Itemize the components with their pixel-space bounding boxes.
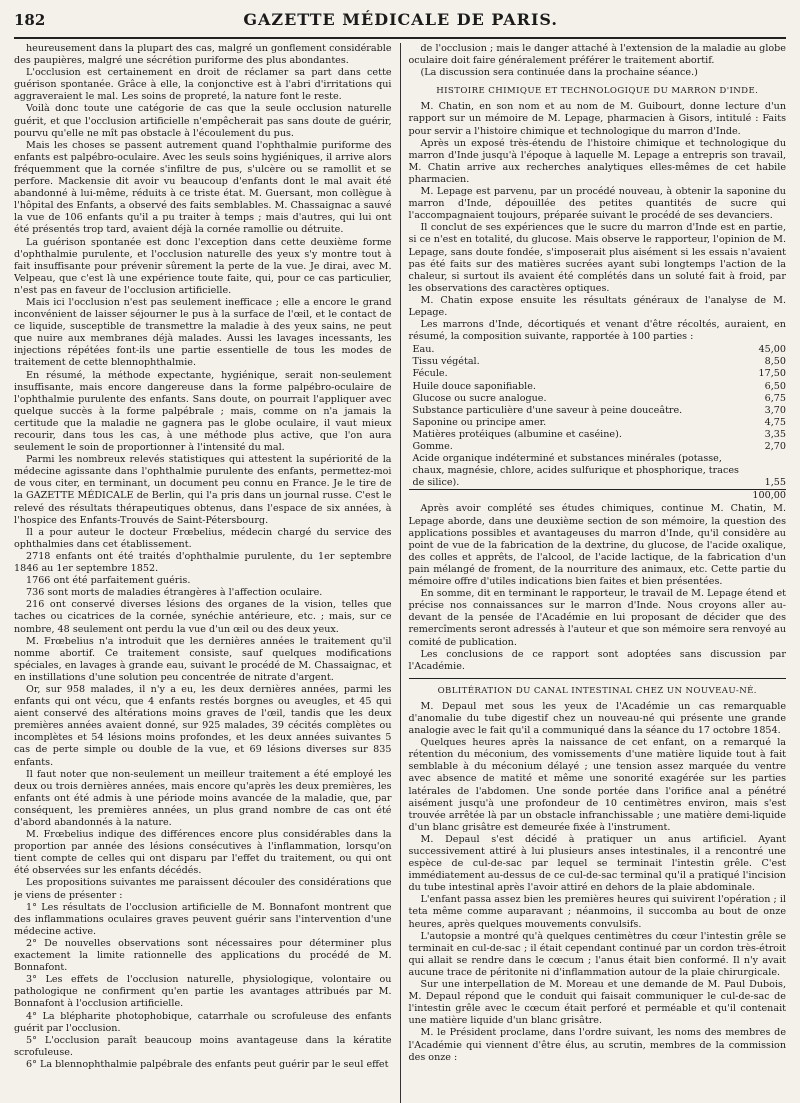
paragraph: Or, sur 958 malades, il n'y a eu, les deux dernières années, parmi les enfants qui ont vécu, que 4 enfants restés borgnes ou aveugles, et 45 qui aient conservé des altérations moins graves de l'œil, tandis que les deux premières années avaient donné, sur 925 malades, 39 cécités complètes ou incomplètes et 54 lésions moins profondes, et les deux années suivantes 5 cas de perte simple ou double de la vue, et 69 lésions diverses sur 835 enfants. (14, 683, 392, 768)
paragraph: Sur une interpellation de M. Moreau et une demande de M. Paul Dubois, M. Depaul répond que le conduit qui faisait communiquer le cul-de-sac de l'intestin grêle avec le cœcum était perforé et perméable et qu'il contenait une matière liquide d'un blanc grisâtre. (408, 979, 786, 1027)
paragraph: La guérison spontanée est donc l'exception dans cette deuxième forme d'ophthalmie purulente, et l'occlusion naturelle des yeux s'y montre tout à fait insuffisante pour prévenir sûrement la perte de la vue. Je dirai, avec M. Velpeau, que c'est là une expérience toute faite, qui, pour ce cas particulier, n'est pas en faveur de l'occlusion artificielle. (14, 236, 392, 296)
paragraph: 5° L'occlusion paraît beaucoup moins avantageuse dans la kératite scrofuleuse. (14, 1034, 392, 1058)
paragraph: 1° Les résultats de l'occlusion artificielle de M. Bonnafont montrent que des inflammations oculaires graves peuvent guérir sans l'intervention d'une médecine active. (14, 901, 392, 937)
composition-row (409, 344, 787, 356)
component-name: Substance particulière d'une saveur à peine douceâtre. (412, 404, 683, 416)
paragraph: En résumé, la méthode expectante, hygiénique, serait non-seulement insuffisante, mais encore dangereuse dans la forme palpébro-oculaire de l'ophthalmie purulente des enfants. Sans doute, on pourrait l'appliquer avec quelque succès à la forme palpébrale ; mais, comme on n'a jamais la certitude que la maladie ne gagnera pas le globe oculaire, il vaut mieux recourir, dans tous les cas, à une méthode plus active, que l'on aura seulement le soin de proportionner à l'intensité du mal. (14, 369, 392, 454)
paragraph: Voilà donc toute une catégorie de cas que la seule occlusion naturelle guérit, et que l'occlusion artificielle n'empêcherait pas sans doute de guérir, pourvu qu'elle ne mît pas obstacle à l'écoulement du pus. (14, 103, 392, 139)
paragraph: M. Frœbelius n'a introduit que les dernières années le traitement qu'il nomme abortif. Ce traitement consiste, sauf quelques modifications spéciales, en lavages à grande eau, suivant le procédé de M. Chassaignac, et en instillations d'une solution peu concentrée de nitrate d'argent. (14, 635, 392, 683)
left-column (14, 43, 400, 1103)
paragraph: L'enfant passa assez bien les premières heures qui suivirent l'opération ; il teta même comme auparavant ; néanmoins, il succomba au bout de onze heures, après quelques mouvements convulsifs. (408, 894, 786, 930)
paragraph: M. le Président proclame, dans l'ordre suivant, les noms des membres de l'Académie qui viennent d'être élus, au scrutin, membres de la commission des onze : (408, 1027, 786, 1063)
paragraph: En somme, dit en terminant le rapporteur, le travail de M. Lepage étend et précise nos connaissances sur le marron d'Inde. Nous croyons aller au-devant de la pensée de l'Académie en lui proposant de décider que des remercîments seront adressés à l'auteur et que son mémoire sera renvoyé au comité de publication. (408, 588, 786, 648)
paragraph: Quelques heures après la naissance de cet enfant, on a remarqué la rétention du méconium, des vomissements d'une matière liquide tout à fait semblable à du méconium délayé ; une tension assez marquée du ventre avec absence de matité et même une sonorité exagérée sur les parties latérales de l'abdomen. Une sonde portée dans l'orifice anal a pénétré aisément jusqu'à une profondeur de 10 centimètres environ, mais s'est trouvée arrêtée là par un obstacle infranchissable ; une matière demi-liquide d'un blanc grisâtre est demeurée fixée à l'instrument. (408, 737, 786, 833)
paragraph: 6° La blennophthalmie palpébrale des enfants peut guérir par le seul effet (26, 1058, 389, 1070)
paragraph: de l'occlusion ; mais le danger attaché à l'extension de la maladie au globe oculaire doit faire généralement préférer le traitement abortif. (408, 43, 786, 67)
paragraph: M. Depaul s'est décidé à pratiquer un anus artificiel. Ayant successivement attiré à lui plusieurs anses intestinales, il a rencontré une espèce de cul-de-sac par lequel se terminait l'intestin grêle. C'est immédiatement au-dessus de ce cul-de-sac terminal qu'il a pratiqué l'incision du tube intestinal après l'avoir attiré en dehors de la plaie abdominale. (408, 833, 786, 894)
section-heading: OBLITÉRATION DU CANAL INTESTINAL CHEZ UN NOUVEAU-NÉ. (437, 685, 757, 696)
composition-row (409, 368, 787, 380)
composition-row (409, 393, 787, 405)
paragraph: Les conclusions de ce rapport sont adoptées sans discussion par l'Académie. (408, 648, 786, 672)
paragraph: 2718 enfants ont été traités d'ophthalmie purulente, du 1er septembre 1846 au 1er septembre 1852. (14, 550, 392, 575)
paragraph: M. Depaul met sous les yeux de l'Académie un cas remarquable d'anomalie du tube digestif chez un nouveau-né qui présente une grande analogie avec le fait qu'il a communiqué dans la séance du 17 octobre 1854. (408, 700, 786, 737)
component-value: 17,50 (758, 368, 786, 380)
paragraph: Parmi les nombreux relevés statistiques qui attestent la supériorité de la médecine agissante dans l'ophthalmie purulente des enfants, permettez-moi de vous citer, en terminant, un document peu connu en France. Je le tire de la GAZETTE MÉDICALE de Berlin, qui l'a pris dans un journal russe. C'est le relevé des résultats thérapeutiques obtenus, dans l'espace de six années, à l'hospice des Enfants-Trouvés de Saint-Pétersbourg. (14, 454, 392, 526)
component-value: 2,70 (764, 441, 786, 452)
total-spacer (409, 490, 747, 503)
paragraph: (La discussion sera continuée dans la prochaine séance.) (420, 67, 698, 79)
section-divider (409, 678, 787, 679)
composition-row (409, 453, 787, 490)
component-name: Tissu végétal. (412, 356, 480, 368)
paragraph: Après un exposé très-étendu de l'histoire chimique et technologique du marron d'Inde jusqu'à l'époque à laquelle M. Lepage a entrepris son travail, M. Chatin arrive aux recherches analytiques elles-mêmes de cet habile pharmacien. (408, 137, 786, 185)
paragraph: Mais ici l'occlusion n'est pas seulement inefficace ; elle a encore le grand inconvénient de laisser séjourner le pus à la surface de l'œil, et le contact de ce liquide, susceptible de transmettre la maladie à des yeux sains, ne peut que nuire aux membranes déjà malades. Aussi les lavages incessants, les injections répétées font-ils une partie essentielle de tous les modes de traitement de cette blennophthalmie. (14, 296, 392, 369)
component-value: 4,75 (764, 416, 786, 428)
component-value: 3,70 (764, 404, 786, 416)
paragraph: Les propositions suivantes me paraissent découler des considérations que je viens de présenter : (14, 877, 392, 901)
composition-row (409, 405, 787, 417)
paragraph: 1766 ont été parfaitement guéris. (26, 575, 191, 587)
composition-row (409, 429, 787, 441)
right-column (400, 43, 787, 1103)
component-value: 6,50 (764, 380, 786, 392)
composition-row (409, 356, 787, 368)
paragraph: M. Frœbelius indique des différences encore plus considérables dans la proportion par année des lésions consécutives à l'inflammation, lorsqu'on tient compte de celles qui ont disparu par l'effet du traitement, ou qui ont été observées sur les enfants décédés. (14, 829, 392, 877)
paragraph: Après avoir complété ses études chimiques, continue M. Chatin, M. Lepage aborde, dans une deuxième section de son mémoire, la question des applications possibles et avantageuses du marron d'Inde, qu'il considère au point de vue de la fabrication de la dextrine, du glucose, de l'acide oxalique, des colles et apprêts, de l'alcool, de l'acide lactique, de la fabrication d'un pain mélangé de froment, de la nourriture des animaux, etc. Cette partie du mémoire offre d'utiles indications bien faites et bien présentées. (408, 503, 786, 588)
paragraph: L'autopsie a montré qu'à quelques centimètres du cœur l'intestin grêle se terminait en cul-de-sac ; il était cependant continué par un cordon très-étroit qui allait se rendre dans le cœcum ; l'anus était bien conformé. Il n'y avait aucune trace de péritonite ni d'inflammation autour de la plaie chirurgicale. (408, 930, 786, 978)
page-number: 182 (14, 11, 46, 29)
paragraph: heureusement dans la plupart des cas, malgré un gonflement considérable des paupières, malgré une sécrétion puriforme des plus abondantes. (14, 43, 392, 67)
composition-row (409, 441, 787, 453)
composition-table (409, 344, 787, 502)
component-name: Eau. (412, 344, 435, 356)
paragraph: M. Chatin, en son nom et au nom de M. Guibourt, donne lecture d'un rapport sur un mémoire de M. Lepage, pharmacien à Gisors, intitulé : Faits pour servir a l'histoire chimique et technologique du marron d'Inde. (408, 101, 786, 137)
article-columns (14, 43, 786, 1103)
component-value: 6,75 (764, 392, 786, 404)
paragraph: M. Chatin expose ensuite les résultats généraux de l'analyse de M. Lepage. (408, 294, 786, 318)
paragraph: Mais les choses se passent autrement quand l'ophthalmie puriforme des enfants est palpébro-oculaire. Avec les seuls soins hygiéniques, il arrive alors fréquemment que la cornée s'infiltre de pus, s'ulcère ou se ramollit et se perfore. Mackensie dit avoir vu beaucoup d'enfants dont le mal avait été abandonné à lui-même, réduits à ce triste état. M. Guersant, mon collègue à l'hôpital des Enfants, a observé des faits semblables. M. Chassaignac a sauvé la vue de 106 enfants qu'il a pu traiter à temps ; mais d'autres, qui lui ont été présentés trop tard, avaient déjà la cornée ramollie ou détruite. (14, 139, 392, 236)
journal-title: GAZETTE MÉDICALE DE PARIS. (243, 10, 558, 29)
composition-row (409, 381, 787, 393)
composition-total-row (409, 490, 787, 503)
paragraph: Il conclut de ses expériences que le sucre du marron d'Inde est en partie, si ce n'est en totalité, du glucose. Mais observe le rapporteur, l'opinion de M. Lepage, sans doute fondée, s'imposerait plus aisément si les essais n'avaient pas été faits sur des matières sucrées ayant subi longtemps l'action de la chaleur, si surtout ils avaient été complétés dans un soluté fait à froid, par les observations des caractères optiques. (408, 222, 786, 294)
component-name: Matières protéiques (albumine et caséine). (412, 428, 622, 440)
paragraph: 3° Les effets de l'occlusion naturelle, physiologique, volontaire ou pathologique ne confirment qu'en partie les avantages attribués par M. Bonnafont à l'occlusion artificielle. (14, 974, 392, 1010)
composition-row (409, 417, 787, 429)
paragraph: L'occlusion est certainement en droit de réclamer sa part dans cette guérison spontanée. Grâce à elle, la conjonctive est à l'abri d'irritations qui aggraveraient le mal. Les soins de propreté, la nature font le reste. (14, 67, 392, 103)
paragraph: Les marrons d'Inde, décortiqués et venant d'être récoltés, auraient, en résumé, la composition suivante, rapportée à 100 parties : (408, 319, 786, 343)
paragraph: Il a pour auteur le docteur Frœbelius, médecin chargé du service des ophthalmies dans cet établissement. (14, 526, 392, 550)
component-name: Acide organique indéterminé et substances minérales (potasse, chaux, magnésie, chlore, acides sulfurique et phosphorique, traces de silice). (412, 453, 739, 489)
component-value: 45,00 (758, 344, 786, 356)
paragraph: 2° De nouvelles observations sont nécessaires pour déterminer plus exactement la limite rationnelle des applications du procédé de M. Bonnafont. (14, 937, 392, 974)
component-name: Fécule. (412, 368, 448, 380)
paragraph: 736 sont morts de maladies étrangères à l'affection oculaire. (26, 587, 323, 599)
paragraph: 4° La blépharite photophobique, catarrhale ou scrofuleuse des enfants guérit par l'occlusion. (14, 1010, 392, 1034)
component-value: 3,35 (764, 428, 786, 440)
paragraph: M. Lepage est parvenu, par un procédé nouveau, à obtenir la saponine du marron d'Inde, dépouillée des petites quantités de sucre qui l'accompagnaient toujours, préparée suivant le procédé de ses devanciers. (408, 186, 786, 222)
masthead (14, 10, 786, 39)
component-value: 8,50 (764, 356, 786, 368)
composition-total: 100,00 (746, 490, 786, 503)
component-name: Saponine ou principe amer. (412, 416, 547, 428)
paragraph: 216 ont conservé diverses lésions des organes de la vision, telles que taches ou cicatrices de la cornée, synéchie antérieure, etc. ; mais, sur ce nombre, 48 seulement ont perdu la vue d'un œil ou des deux yeux. (14, 599, 392, 635)
component-name: Glucose ou sucre analogue. (412, 392, 547, 404)
component-name: Huile douce saponifiable. (412, 380, 536, 392)
component-value: 1,55 (764, 477, 786, 489)
section-heading: HISTOIRE CHIMIQUE ET TECHNOLOGIQUE DU MARRON D'INDE. (436, 86, 759, 97)
paragraph: Il faut noter que non-seulement un meilleur traitement a été employé les deux ou trois dernières années, mais encore qu'après les deux premières, les enfants ont été admis à une période moins avancée de la maladie, que, par conséquent, les premières années, un plus grand nombre de cas ont été d'abord abandonnés à la nature. (14, 768, 392, 828)
component-name: Gomme. (412, 441, 453, 452)
